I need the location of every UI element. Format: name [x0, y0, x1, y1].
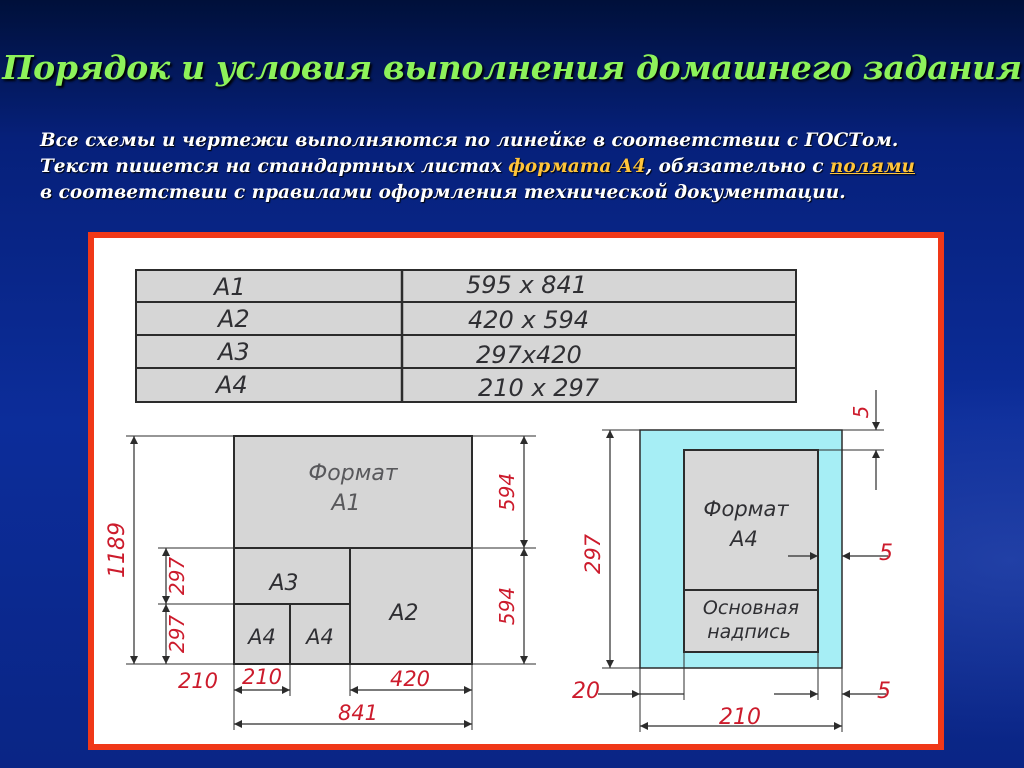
sheet-a4-right-label: A4	[306, 625, 334, 649]
body-line-2-middle: , обязательно с	[645, 156, 830, 177]
a4-sheet-diagram	[572, 390, 893, 732]
sheet-a1-label-line1: Формат	[308, 461, 398, 486]
format-table	[136, 270, 796, 402]
a4-title-block-label-line2: надпись	[707, 621, 791, 643]
a4-dim-297: 297	[581, 533, 605, 575]
body-line-2-start: Текст пишется на стандартных листах	[40, 156, 509, 177]
sheet-sizes-diagram	[105, 436, 536, 730]
body-line-2	[40, 154, 1000, 180]
highlight-format-a4: формата А4	[508, 156, 646, 177]
dim-297-upper: 297	[165, 556, 189, 596]
table-cell-format: A3	[218, 338, 250, 366]
sheet-a4-left-label: A4	[248, 625, 276, 649]
a4-format-label-line2: A4	[730, 527, 758, 551]
figure-frame	[88, 232, 944, 750]
table-cell-size: 420 x 594	[468, 306, 590, 334]
dim-420: 420	[389, 667, 431, 691]
dim-1189: 1189	[105, 522, 130, 578]
sheet-a2-label: A2	[389, 601, 419, 626]
body-line-3: в соответствии с правилами оформления технической документации.	[40, 182, 846, 203]
table-cell-format: A1	[214, 273, 246, 301]
a4-format-label-line1: Формат	[703, 497, 789, 521]
a4-dim-210: 210	[719, 705, 761, 730]
dim-210-left: 210	[177, 669, 219, 693]
dim-297-lower: 297	[165, 614, 189, 654]
table-cell-format: A4	[216, 371, 248, 399]
dim-841: 841	[337, 701, 379, 725]
dim-210-a4: 210	[241, 665, 283, 689]
highlight-margins: полями	[829, 156, 915, 177]
slide-title: Порядок и условия выполнения домашнего задания	[2, 48, 1022, 87]
a4-dim-20: 20	[572, 679, 600, 704]
a4-dim-5-right: 5	[879, 541, 893, 566]
slide-body-text	[40, 128, 1000, 206]
a4-title-block-label-line1: Основная	[702, 597, 800, 619]
a4-dim-5-bottom: 5	[877, 679, 891, 704]
body-line-1: Все схемы и чертежи выполняются по линейке в соответствии с ГОСТом.	[40, 130, 899, 151]
figure-drawing	[94, 238, 938, 744]
sheet-a1-label-line2: A1	[331, 491, 361, 516]
table-cell-size: 210 x 297	[478, 374, 600, 402]
table-cell-format: A2	[218, 305, 250, 333]
table-cell-size: 297x420	[476, 341, 582, 369]
dim-594-upper: 594	[495, 472, 519, 512]
sheet-a3-label: A3	[269, 571, 299, 596]
table-cell-size: 595 x 841	[466, 271, 588, 299]
a4-dim-5-top: 5	[849, 405, 873, 419]
dim-594-lower: 594	[495, 586, 519, 626]
